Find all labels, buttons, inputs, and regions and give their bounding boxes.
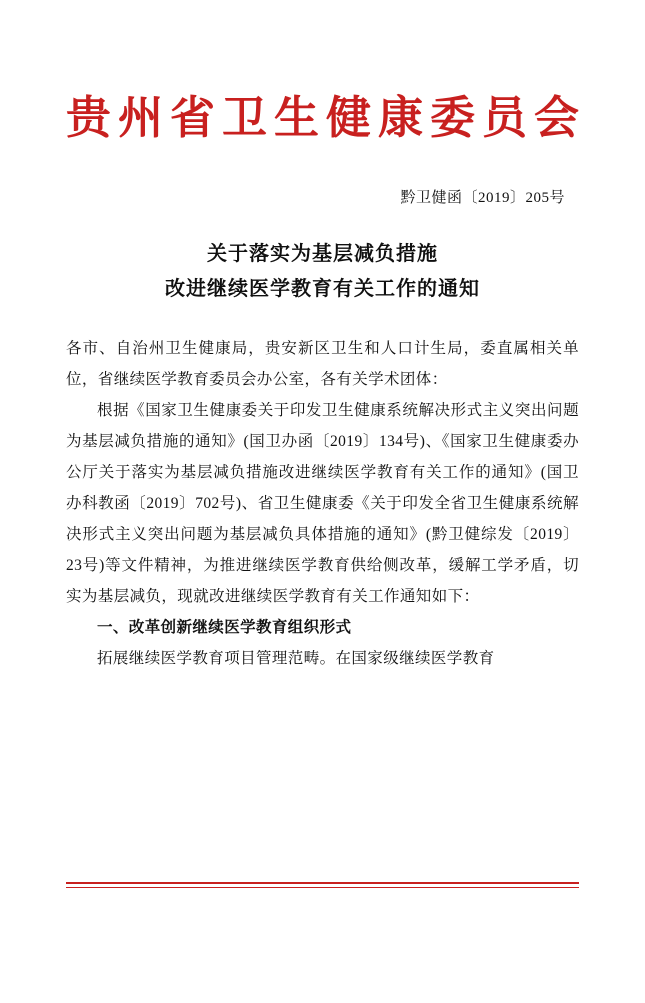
document-body: [66, 333, 579, 674]
masthead-title: 贵州省卫生健康委员会: [66, 91, 587, 144]
addressee-paragraph: 各市、自治州卫生健康局，贵安新区卫生和人口计生局，委直属相关单位，省继续医学教育委员会办公室，各有关学术团体：: [66, 339, 579, 388]
footer-rule-thin: [66, 887, 579, 888]
document-number: 黔卫健函〔2019〕205号: [400, 189, 565, 206]
section-heading-one: 一、改革创新继续医学教育组织形式: [97, 618, 352, 636]
section-one-body: 拓展继续医学教育项目管理范畴。在国家级继续医学教育: [97, 649, 495, 667]
footer-rule-thick: [66, 882, 579, 885]
document-title-line-2: 改进继续医学教育有关工作的通知: [165, 277, 480, 300]
document-title: [66, 237, 579, 307]
footer-rule: [66, 882, 579, 889]
document-page: [0, 92, 645, 1003]
basis-paragraph: 根据《国家卫生健康委关于印发卫生健康系统解决形式主义突出问题为基层减负措施的通知》(国卫办函〔2019〕134号)、《国家卫生健康委办公厅关于落实为基层减负措施改进继续医学教育有关工作的通知》(国卫办科教函〔2019〕702号)、省卫生健康委《关于印发全省卫生健康系统解决形式主义突出问题为基层减负具体措施的通知》(黔卫健综发〔2019〕23号)等文件精神，为推进继续医学教育供给侧改革，缓解工学矛盾，切实为基层减负，现就改进继续医学教育有关工作通知如下：: [66, 401, 579, 605]
document-title-line-1: 关于落实为基层减负措施: [207, 242, 438, 265]
